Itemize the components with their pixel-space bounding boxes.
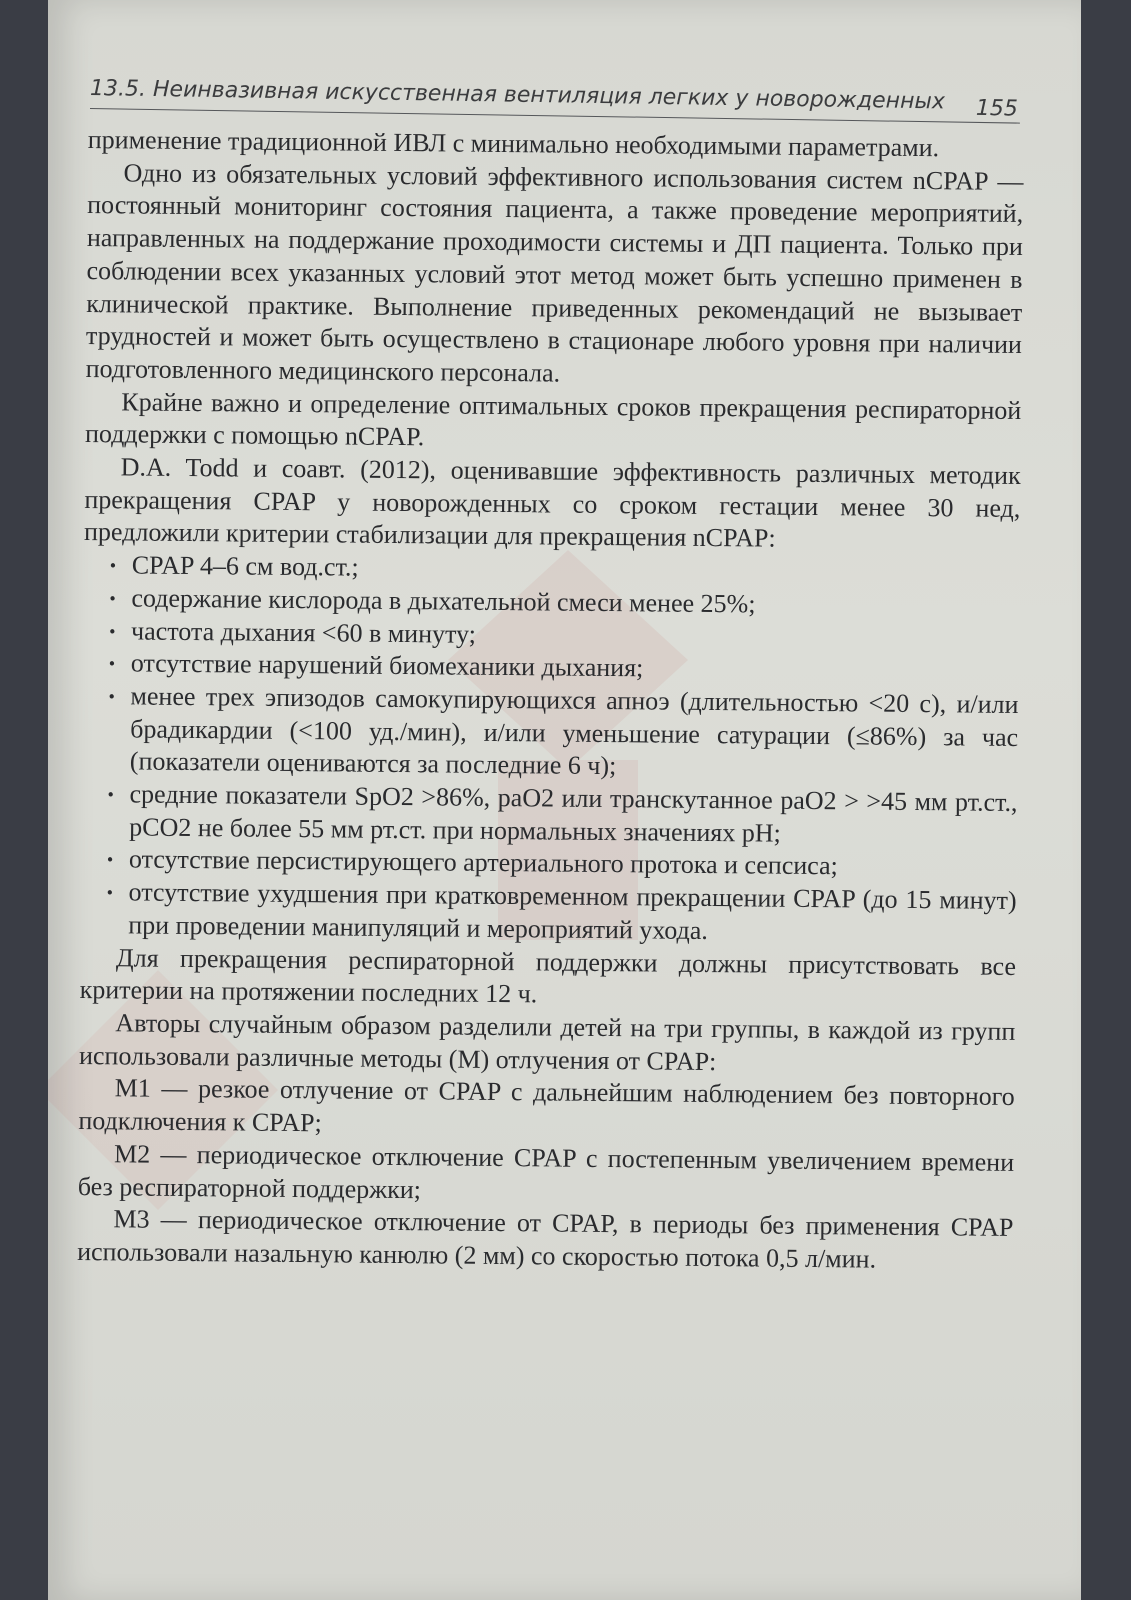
paragraph-4: D.A. Todd и соавт. (2012), оценивавшие эффективность различных методик прекращения CPAP у новорожденных со сроком гестации менее 30 нед, предложили критерии стабилизации для прекращения nCPAP: xyxy=(83,452,1021,554)
list-item: • частота дыхания <60 в минуту; xyxy=(131,615,1019,656)
paragraph-1: применение традиционной ИВЛ с минимально необходимыми параметрами. xyxy=(87,124,940,163)
method-m3: M3 — периодическое отключение от CPAP, в периоды без применения CPAP использовали назальную канюлю (2 мм) со скоростью потока 0,5 л/мин. xyxy=(77,1204,1014,1274)
criteria-list xyxy=(80,549,1020,950)
paragraph-5: Для прекращения респираторной поддержки должны присутствовать все критерии на протяжении последних 12 ч. xyxy=(79,942,1017,1009)
paragraph-3: Крайне важно и определение оптимальных сроков прекращения респираторной поддержки с помощью nCPAP. xyxy=(84,386,1022,452)
method-m2: M2 — периодическое отключение CPAP с постепенным увеличением времени без респираторной поддержки; xyxy=(77,1139,1015,1204)
body-text xyxy=(77,124,1024,1278)
list-item: • средние показатели SpO2 >86%, paO2 или транскутанное paO2 > >45 мм рт.ст., pCO2 не более 55 мм рт.ст. при нормальных значениях pH; xyxy=(129,778,1018,852)
list-item: • содержание кислорода в дыхательной смеси менее 25%; xyxy=(131,582,1019,623)
list-item: • отсутствие нарушений биомеханики дыхания; xyxy=(131,648,1019,689)
list-item: • менее трех эпизодов самокупирующихся апноэ (длительностью <20 с), и/или брадикардии (<100 уд./мин), и/или уменьшение сатурации (≤86%) за час (показатели оцениваются за последние 6 ч); xyxy=(130,680,1019,787)
book-page xyxy=(48,0,1081,1600)
list-item: • отсутствие персистирующего артериального протока и сепсиса; xyxy=(129,844,1017,885)
list-item: • отсутствие ухудшения при кратковременном прекращении CPAP (до 15 минут) при проведении манипуляций и мероприятий ухода. xyxy=(128,877,1017,951)
chapter-title: 13.5. Неинвазивная искусственная вентиляция легких у новорожденных xyxy=(89,76,946,115)
paragraph-6: Авторы случайным образом разделили детей на три группы, в каждой из групп использовали различные методы (М) отлучения от CPAP: xyxy=(78,1008,1016,1076)
list-item: • CPAP 4–6 см вод.ст.; xyxy=(132,550,1020,591)
paragraph-2: Одно из обязательных условий эффективного использования систем nCPAP — постоянный мониторинг состояния пациента, а также проведение мероприятий, направленных на поддержание проходимости системы и ДП пациента. Только при соблюдении всех указанных условий этот метод может быть успешно применен в клинической практике. Выполнение приведенных рекомендаций не вызывает трудностей и может быть осуществлено в стационаре любого уровня при наличии подготовленного медицинского персонала. xyxy=(85,158,1024,388)
page-number: 155 xyxy=(975,95,1019,122)
method-m1: M1 — резкое отлучение от CPAP с дальнейшим наблюдением без повторного подключения к CPAP; xyxy=(78,1073,1015,1138)
running-head xyxy=(90,70,1019,125)
